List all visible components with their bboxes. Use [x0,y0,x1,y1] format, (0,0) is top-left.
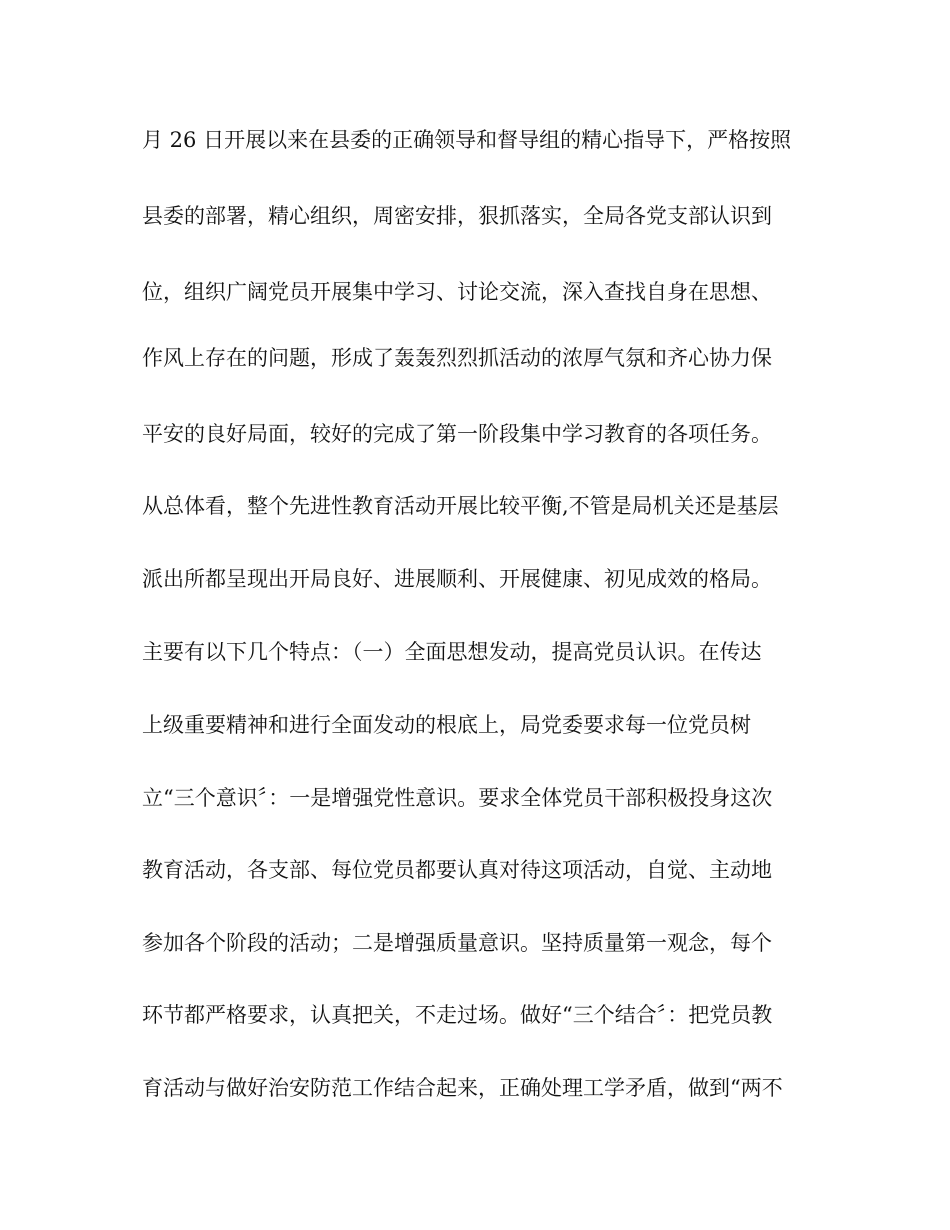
body-text-line: 月 26 日开展以来在县委的正确领导和督导组的精心指导下，严格按照 [142,128,792,152]
body-text-line: 教育活动，各支部、每位党员都要认真对待这项活动，自觉、主动地 [142,858,772,882]
body-text-line: 环节都严格要求，认真把关，不走过场。做好“三个结合〞：把党员教 [142,1003,773,1027]
body-text-line: 位，组织广阔党员开展集中学习、讨论交流，深入查找自身在思想、 [142,280,772,304]
body-text-line: 从总体看，整个先进性教育活动开展比较平衡,不管是局机关还是基层 [142,494,779,518]
body-text-line: 县委的部署，精心组织，周密安排，狠抓落实，全局各党支部认识到 [142,204,772,228]
body-text-line: 参加各个阶段的活动；二是增强质量意识。坚持质量第一观念，每个 [142,931,772,955]
body-text-line: 平安的良好局面，较好的完成了第一阶段集中学习教育的各项任务。 [142,422,772,446]
body-text-line: 主要有以下几个特点：（一）全面思想发动，提高党员认识。在传达 [142,640,762,664]
body-text-line: 派出所都呈现出开局良好、进展顺利、开展健康、初见成效的格局。 [142,567,772,591]
body-text-line: 立“三个意识〞：一是增强党性意识。要求全体党员干部积极投身这次 [142,786,773,810]
body-text-line: 育活动与做好治安防范工作结合起来，正确处理工学矛盾，做到“两不 [142,1076,783,1100]
body-text-line: 作风上存在的问题，形成了轰轰烈烈抓活动的浓厚气氛和齐心协力保 [142,346,772,370]
body-text-line: 上级重要精神和进行全面发动的根底上，局党委要求每一位党员树 [142,713,751,737]
